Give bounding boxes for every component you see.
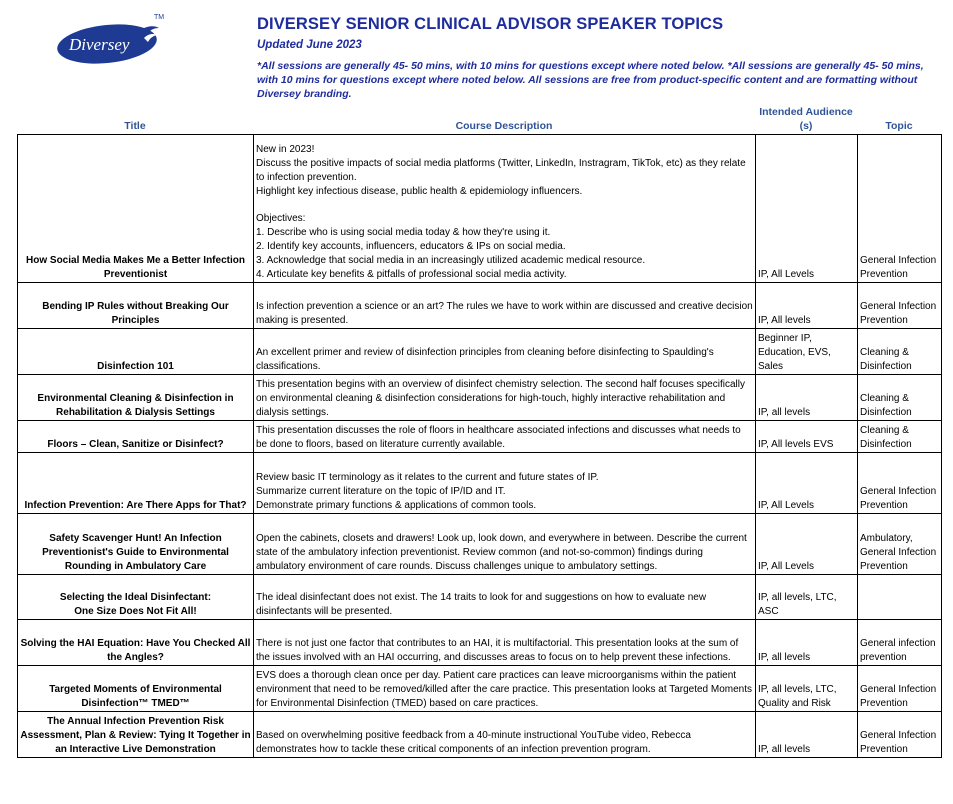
- row-topic: Cleaning & Disinfection: [858, 375, 942, 421]
- row-topic: General Infection Prevention: [858, 135, 942, 283]
- row-title: Environmental Cleaning & Disinfection in Rehabilitation & Dialysis Settings: [18, 375, 254, 421]
- row-topic: General Infection Prevention: [858, 453, 942, 514]
- description-line: Objectives:: [256, 213, 306, 225]
- row-description: Is infection prevention a science or an art? The rules we have to work within are discussed and creative decision making is presented.: [254, 283, 756, 329]
- row-topic: General Infection Prevention: [858, 666, 942, 712]
- row-topic: General infection prevention: [858, 620, 942, 666]
- row-audience: IP, all levels, LTC, Quality and Risk: [756, 666, 858, 712]
- row-title: The Annual Infection Prevention Risk Assessment, Plan & Review: Tying It Together in an Interactive Live Demonstration: [18, 712, 254, 758]
- description-line: Review basic IT terminology as it relates to the current and future states of IP.: [256, 472, 599, 484]
- col-header-audience: Intended Audience (s): [759, 106, 853, 132]
- row-title: Infection Prevention: Are There Apps for That?: [18, 453, 254, 514]
- table-row: [18, 135, 942, 283]
- description-line: 2. Identify key accounts, influencers, educators & IPs on social media.: [256, 241, 566, 253]
- description-line: 1. Describe who is using social media today & how they're using it.: [256, 227, 551, 239]
- row-topic: Cleaning & Disinfection: [858, 329, 942, 375]
- table-row: [18, 575, 942, 620]
- description-line: Discuss the positive impacts of social media platforms (Twitter, LinkedIn, Instragram, TikTok, etc) as they relate to infection prevention.: [256, 157, 746, 183]
- row-description: [254, 135, 756, 283]
- row-audience: IP, All Levels: [756, 135, 858, 283]
- page-title: DIVERSEY SENIOR CLINICAL ADVISOR SPEAKER TOPICS: [257, 15, 724, 33]
- row-title: Safety Scavenger Hunt! An Infection Preventionist's Guide to Environmental Rounding in Ambulatory Care: [18, 514, 254, 575]
- row-topic: General Infection Prevention: [858, 712, 942, 758]
- row-title: Bending IP Rules without Breaking Our Principles: [18, 283, 254, 329]
- row-audience: IP, all levels: [756, 375, 858, 421]
- table-row: [18, 421, 942, 453]
- row-description: This presentation begins with an overview of disinfect chemistry selection. The second half focuses specifically on environmental cleaning & disinfection considerations for high-touch, highly interactive rehabilitation and dialysis settings.: [254, 375, 756, 421]
- speaker-topics-table: [17, 134, 942, 758]
- row-description: EVS does a thorough clean once per day. Patient care practices can leave microorganisms within the patient environment that need to be removed/killed after the care practice. This presentation looks at Targeted Moments for Environmental Disinfection (TMED) based on care practices.: [254, 666, 756, 712]
- description-line: 4. Articulate key benefits & pitfalls of professional social media activity.: [256, 269, 567, 281]
- row-title: Solving the HAI Equation: Have You Checked All the Angles?: [18, 620, 254, 666]
- row-audience: IP, All Levels: [756, 514, 858, 575]
- description-line: Demonstrate primary functions & applications of common tools.: [256, 500, 537, 512]
- row-audience: Beginner IP, Education, EVS, Sales: [756, 329, 858, 375]
- row-description: Based on overwhelming positive feedback from a 40-minute instructional YouTube video, Rebecca demonstrates how to tackle these critical components of an infection prevention program.: [254, 712, 756, 758]
- row-description: The ideal disinfectant does not exist. The 14 traits to look for and suggestions on how to evaluate new disinfectants will be presented.: [254, 575, 756, 620]
- row-description: There is not just one factor that contributes to an HAI, it is multifactorial. This presentation looks at the sum of the issues involved with an HAI occurring, and discusses areas to focus on to help prevent these infections.: [254, 620, 756, 666]
- table-row: [18, 375, 942, 421]
- row-audience: IP, All Levels: [756, 453, 858, 514]
- table-row: [18, 514, 942, 575]
- row-audience: IP, All levels: [756, 283, 858, 329]
- row-topic: General Infection Prevention: [858, 283, 942, 329]
- row-audience: IP, all levels: [756, 712, 858, 758]
- diversey-logo: [54, 16, 166, 66]
- table-row: [18, 329, 942, 375]
- svg-text:Diversey: Diversey: [69, 35, 130, 54]
- trademark: TM: [154, 14, 165, 21]
- title-line: Selecting the Ideal Disinfectant:: [59, 592, 212, 604]
- col-header-title: Title: [124, 120, 146, 132]
- updated-date: Updated June 2023: [257, 39, 362, 51]
- col-header-description: Course Description: [455, 120, 553, 132]
- title-line: One Size Does Not Fit All!: [74, 606, 197, 618]
- row-audience: IP, All levels EVS: [756, 421, 858, 453]
- row-topic: [858, 575, 942, 620]
- row-description: An excellent primer and review of disinfection principles from cleaning before disinfecting to Spaulding's classifications.: [254, 329, 756, 375]
- table-row: [18, 620, 942, 666]
- row-topic: Ambulatory, General Infection Prevention: [858, 514, 942, 575]
- description-line: New in 2023!: [256, 143, 315, 155]
- row-description: Open the cabinets, closets and drawers! Look up, look down, and everywhere in between. Describe the current state of the ambulatory infection preventionist. Review common (and not-so-common) findings during ambulatory environment of care rounds. Discuss challenges unique to ambulatory settings.: [254, 514, 756, 575]
- row-audience: IP, all levels, LTC, ASC: [756, 575, 858, 620]
- description-line: Summarize current literature on the topic of IP/ID and IT.: [256, 486, 506, 498]
- row-description: [254, 453, 756, 514]
- description-line: Highlight key infectious disease, public health & epidemiology influencers.: [256, 185, 583, 197]
- description-line: 3. Acknowledge that social media in an increasingly utilized academic medical resource.: [256, 255, 646, 267]
- row-title: Disinfection 101: [18, 329, 254, 375]
- table-row: [18, 453, 942, 514]
- row-title: Targeted Moments of Environmental Disinfection™ TMED™: [18, 666, 254, 712]
- table-row: [18, 283, 942, 329]
- row-description: This presentation discusses the role of floors in healthcare associated infections and discusses what needs to be done to floors, based on literature currently available.: [254, 421, 756, 453]
- row-topic: Cleaning & Disinfection: [858, 421, 942, 453]
- row-title: How Social Media Makes Me a Better Infection Preventionist: [18, 135, 254, 283]
- col-header-topic: Topic: [885, 120, 913, 132]
- row-title: [18, 575, 254, 620]
- sessions-note: *All sessions are generally 45- 50 mins, with 10 mins for questions except where noted below. *All sessions are generally 45- 50 mins, with 10 mins for questions except where noted below. All sessions are free from product-specific content and are formatting without Diversey branding.: [257, 60, 924, 100]
- table-row: [18, 712, 942, 758]
- table-row: [18, 666, 942, 712]
- row-title: Floors – Clean, Sanitize or Disinfect?: [18, 421, 254, 453]
- row-audience: IP, all levels: [756, 620, 858, 666]
